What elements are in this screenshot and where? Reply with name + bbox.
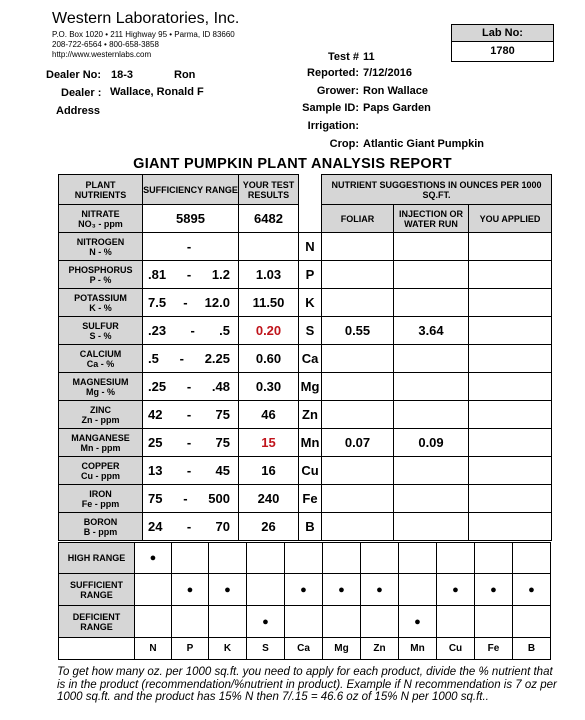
- range-column-label: S: [247, 638, 285, 660]
- nutrient-unit: Zn - ppm: [81, 414, 120, 425]
- range-dot: ●: [490, 583, 497, 596]
- nutrient-symbol: Ca: [299, 345, 322, 373]
- range-dot: ●: [528, 583, 535, 596]
- range-dash: -: [186, 239, 192, 254]
- nutrient-symbol: Mn: [299, 429, 322, 457]
- range-high: 75: [215, 407, 230, 422]
- range-high: .5: [219, 323, 230, 338]
- range-high: 2.25: [204, 351, 230, 366]
- test-result: 11.50: [239, 289, 299, 317]
- applied-value: [469, 289, 552, 317]
- test-result: 0.20: [239, 317, 299, 345]
- sample-label: Sample ID:: [302, 102, 359, 114]
- lab-number-value: 1780: [490, 45, 515, 57]
- sufficiency-range: [143, 491, 238, 506]
- nutrient-name-cell: [59, 457, 143, 485]
- irrigation-label: Irrigation:: [307, 120, 359, 132]
- nutrient-symbol: P: [299, 261, 322, 289]
- range-low: 24: [148, 519, 163, 534]
- dealer-name: Wallace, Ronald F: [110, 86, 204, 98]
- nutrient-name-cell: [59, 513, 143, 541]
- range-dot: ●: [376, 583, 383, 596]
- injection-value: [394, 513, 469, 541]
- nutrient-row: [59, 513, 552, 541]
- nitrate-result: 6482: [239, 205, 299, 233]
- range-mark-cell: [172, 606, 209, 638]
- nutrient-name-cell: [59, 429, 143, 457]
- nutrient-name: ZINC: [90, 404, 111, 415]
- nutrient-unit: Fe - ppm: [81, 498, 120, 509]
- nutrient-name-cell: [59, 373, 143, 401]
- range-mark-cell: [399, 543, 437, 574]
- lab-phone: 208-722-6564 • 800-658-3858: [52, 40, 159, 49]
- range-mark-cell: [475, 543, 513, 574]
- nutrient-name-cell: [59, 317, 143, 345]
- sufficiency-range-cell: [143, 373, 239, 401]
- injection-value: [394, 485, 469, 513]
- range-dot: ●: [414, 615, 421, 628]
- injection-value: 3.64: [394, 317, 469, 345]
- range-label: SUFFICIENT RANGE: [59, 574, 135, 606]
- range-column-label: Fe: [475, 638, 513, 660]
- range-low: 42: [148, 407, 163, 422]
- range-footer-row: [59, 638, 551, 660]
- range-dot: ●: [452, 583, 459, 596]
- range-high: .48: [211, 379, 230, 394]
- lab-number-label: Lab No:: [452, 25, 553, 42]
- nutrient-name: CALCIUM: [79, 348, 122, 359]
- foliar-value: [322, 401, 394, 429]
- injection-value: [394, 261, 469, 289]
- reported-date: 7/12/2016: [363, 67, 412, 79]
- nutrient-name: NITRATE: [81, 208, 120, 219]
- sufficiency-range-cell: [143, 401, 239, 429]
- range-mark-cell: [323, 543, 361, 574]
- injection-value: [394, 457, 469, 485]
- range-mark-cell: [247, 543, 285, 574]
- range-mark-cell: [209, 543, 247, 574]
- range-mark-cell: [323, 574, 361, 606]
- applied-value: [469, 485, 552, 513]
- dealer-no: 18-3: [111, 69, 134, 81]
- nutrient-name-cell: [59, 261, 143, 289]
- range-high: 75: [215, 435, 230, 450]
- nutrient-unit: K - %: [89, 302, 112, 313]
- footer-note: To get how many oz. per 1000 sq.ft. you need to apply for each product, divide the % nutrient that is in the product (recommendation/%nutrient in product). Example if N recommendation is 7 oz per 1000 sq.ft. and the product has 15% N then 7/.15 = 46.6 oz of 15% N per 1000 sq.ft..: [57, 666, 557, 703]
- sufficiency-range: [143, 435, 238, 450]
- range-low: .25: [148, 379, 167, 394]
- range-column-label: Mn: [399, 638, 437, 660]
- nutrient-symbol: Cu: [299, 457, 322, 485]
- range-column-label: N: [135, 638, 172, 660]
- test-result: 240: [239, 485, 299, 513]
- range-mark-cell: [247, 606, 285, 638]
- range-dash: -: [186, 407, 192, 422]
- range-mark-cell: [437, 606, 475, 638]
- nutrient-name: POTASSIUM: [74, 292, 127, 303]
- header-nutrient-suggestions: NUTRIENT SUGGESTIONS IN OUNCES PER 1000 SQ.FT.: [322, 175, 552, 205]
- nutrient-symbol: K: [299, 289, 322, 317]
- foliar-value: [322, 513, 394, 541]
- sufficiency-range: [143, 519, 238, 534]
- range-column-label: Zn: [361, 638, 399, 660]
- sufficiency-range: [143, 239, 238, 254]
- range-mark-cell: [247, 574, 285, 606]
- injection-value: [394, 373, 469, 401]
- nutrient-name: COPPER: [81, 460, 120, 471]
- range-low: 13: [148, 463, 163, 478]
- range-low: 7.5: [148, 295, 167, 310]
- nutrient-symbol: Mg: [299, 373, 322, 401]
- nutrient-row: [59, 345, 552, 373]
- foliar-value: [322, 457, 394, 485]
- sufficiency-range: [143, 267, 238, 282]
- injection-value: [394, 345, 469, 373]
- applied-value: [469, 457, 552, 485]
- foliar-value: [322, 233, 394, 261]
- foliar-value: 0.55: [322, 317, 394, 345]
- nutrient-row: [59, 485, 552, 513]
- nutrient-name-cell: [59, 289, 143, 317]
- range-dash: -: [186, 435, 192, 450]
- nutrient-unit: Mg - %: [86, 386, 115, 397]
- range-mark-cell: [361, 606, 399, 638]
- range-column-label: Cu: [437, 638, 475, 660]
- nutrient-name: MANGANESE: [71, 432, 130, 443]
- range-dash: -: [186, 519, 192, 534]
- range-mark-cell: [399, 574, 437, 606]
- nutrient-row: [59, 317, 552, 345]
- lab-website: http://www.westernlabs.com: [52, 50, 152, 59]
- nutrient-name-cell: [59, 485, 143, 513]
- lab-name: Western Laboratories, Inc.: [52, 10, 240, 27]
- sufficiency-range-cell: [143, 261, 239, 289]
- nitrate-range: 5895: [143, 205, 239, 233]
- crop-label: Crop:: [329, 138, 359, 150]
- applied-value: [469, 373, 552, 401]
- sufficiency-range: [143, 463, 238, 478]
- range-dot: ●: [186, 583, 194, 596]
- foliar-value: 0.07: [322, 429, 394, 457]
- range-mark-cell: [172, 543, 209, 574]
- header-plant-nutrients: PLANT NUTRIENTS: [59, 175, 143, 205]
- range-dot: ●: [149, 552, 157, 564]
- nutrient-symbol: N: [299, 233, 322, 261]
- foliar-value: [322, 373, 394, 401]
- test-result: 15: [239, 429, 299, 457]
- range-low: 25: [148, 435, 163, 450]
- sufficiency-range-cell: [143, 457, 239, 485]
- lab-number-box: [451, 24, 554, 62]
- range-label: HIGH RANGE: [59, 543, 135, 574]
- test-result: 1.03: [239, 261, 299, 289]
- nutrient-name: BORON: [83, 516, 118, 527]
- nutrient-row: [59, 233, 552, 261]
- address-label: Address: [56, 105, 101, 117]
- lab-address: P.O. Box 1020 • 211 Highway 95 • Parma, ID 83660: [52, 30, 235, 39]
- nutrient-symbol: S: [299, 317, 322, 345]
- nutrient-name-cell: [59, 233, 143, 261]
- sufficiency-range: [143, 407, 238, 422]
- range-high: 1.2: [211, 267, 230, 282]
- nutrient-name: MAGNESIUM: [72, 376, 129, 387]
- range-high: 500: [208, 491, 230, 506]
- range-mark-cell: [209, 606, 247, 638]
- symbol-gap: [299, 205, 322, 233]
- range-mark-cell: [285, 606, 323, 638]
- range-mark-cell: [475, 606, 513, 638]
- injection-value: 0.09: [394, 429, 469, 457]
- nutrient-symbol: Zn: [299, 401, 322, 429]
- nutrient-unit: P - %: [89, 274, 112, 285]
- range-dot: ●: [224, 583, 231, 596]
- range-mark-cell: [209, 574, 247, 606]
- nutrient-row: [59, 261, 552, 289]
- test-label: Test #: [328, 51, 359, 63]
- range-high: 45: [215, 463, 230, 478]
- nutrient-symbol: B: [299, 513, 322, 541]
- sufficiency-range: [143, 323, 238, 338]
- range-low: 75: [148, 491, 163, 506]
- range-dash: -: [186, 379, 192, 394]
- grower-name: Ron Wallace: [363, 85, 428, 97]
- nutrient-unit: NO₃ - ppm: [78, 218, 123, 229]
- report-title: GIANT PUMPKIN PLANT ANALYSIS REPORT: [133, 156, 452, 172]
- range-mark-cell: [399, 606, 437, 638]
- sufficiency-range: [143, 295, 238, 310]
- range-low: .23: [148, 323, 167, 338]
- injection-value: [394, 289, 469, 317]
- header-injection: INJECTION OR WATER RUN: [394, 205, 469, 233]
- range-row: [59, 543, 551, 574]
- test-result: 0.60: [239, 345, 299, 373]
- dealer-first-name: Ron: [174, 69, 196, 81]
- test-result: 16: [239, 457, 299, 485]
- analysis-table: [58, 174, 552, 541]
- foliar-value: [322, 289, 394, 317]
- sufficiency-range: [143, 351, 238, 366]
- range-high: 12.0: [204, 295, 230, 310]
- nutrient-name-cell: [59, 345, 143, 373]
- range-mark-cell: [172, 574, 209, 606]
- sample-id: Paps Garden: [363, 102, 431, 114]
- test-result: 0.30: [239, 373, 299, 401]
- range-column-label: B: [513, 638, 551, 660]
- applied-value: [469, 513, 552, 541]
- foliar-value: [322, 345, 394, 373]
- foliar-value: [322, 261, 394, 289]
- applied-value: [469, 345, 552, 373]
- sufficiency-range-cell: [143, 485, 239, 513]
- range-column-label: Ca: [285, 638, 323, 660]
- range-dash: -: [183, 295, 188, 310]
- test-result: 26: [239, 513, 299, 541]
- header-test-results: YOUR TEST RESULTS: [239, 175, 299, 205]
- range-mark-cell: [513, 543, 551, 574]
- nutrient-row: [59, 429, 552, 457]
- nutrient-name: SULFUR: [82, 320, 119, 331]
- nitrate-cell: [59, 205, 143, 233]
- range-low: .5: [148, 351, 159, 366]
- nutrient-row: [59, 457, 552, 485]
- range-dash: -: [179, 351, 184, 366]
- sufficiency-range-cell: [143, 289, 239, 317]
- range-column-label: P: [172, 638, 209, 660]
- reported-label: Reported:: [307, 67, 359, 79]
- sufficiency-range-cell: [143, 429, 239, 457]
- range-dash: -: [186, 463, 192, 478]
- sufficiency-range-cell: [143, 345, 239, 373]
- header-applied: YOU APPLIED: [469, 205, 552, 233]
- range-mark-cell: [323, 606, 361, 638]
- range-mark-cell: [135, 543, 172, 574]
- header-sufficiency-range: SUFFICIENCY RANGE: [143, 175, 239, 205]
- nutrient-unit: B - ppm: [83, 526, 118, 537]
- range-row: [59, 574, 551, 606]
- nutrient-name: IRON: [89, 488, 112, 499]
- sufficiency-range-cell: [143, 513, 239, 541]
- range-mark-cell: [437, 574, 475, 606]
- nutrient-name: NITROGEN: [76, 236, 125, 247]
- range-mark-cell: [513, 606, 551, 638]
- applied-value: [469, 429, 552, 457]
- sufficiency-range-cell: [143, 317, 239, 345]
- test-result: 46: [239, 401, 299, 429]
- range-mark-cell: [361, 574, 399, 606]
- injection-value: [394, 401, 469, 429]
- range-chart: [58, 542, 551, 660]
- foliar-value: [322, 485, 394, 513]
- range-dot: ●: [338, 583, 345, 596]
- crop-name: Atlantic Giant Pumpkin: [363, 138, 485, 150]
- range-footer-blank: [59, 638, 135, 660]
- dealer-no-label: Dealer No:: [46, 69, 102, 81]
- injection-value: [394, 233, 469, 261]
- nutrient-unit: N - %: [89, 246, 112, 257]
- range-mark-cell: [285, 574, 323, 606]
- applied-value: [469, 401, 552, 429]
- range-mark-cell: [285, 543, 323, 574]
- range-mark-cell: [475, 574, 513, 606]
- range-mark-cell: [437, 543, 475, 574]
- range-column-label: Mg: [323, 638, 361, 660]
- test-result: [239, 233, 299, 261]
- nutrient-unit: S - %: [89, 330, 112, 341]
- range-mark-cell: [135, 574, 172, 606]
- range-label: DEFICIENT RANGE: [59, 606, 135, 638]
- nutrient-unit: Cu - ppm: [81, 470, 120, 481]
- range-mark-cell: [361, 543, 399, 574]
- nutrient-name-cell: [59, 401, 143, 429]
- nutrient-row: [59, 373, 552, 401]
- range-column-label: K: [209, 638, 247, 660]
- nutrient-unit: Mn - ppm: [80, 442, 121, 453]
- nutrient-row: [59, 289, 552, 317]
- range-mark-cell: [135, 606, 172, 638]
- range-dot: ●: [300, 583, 307, 596]
- range-dot: ●: [262, 615, 269, 628]
- nutrient-unit: Ca - %: [86, 358, 115, 369]
- dealer-label: Dealer :: [61, 87, 102, 99]
- range-dash: -: [183, 491, 188, 506]
- range-high: 70: [215, 519, 230, 534]
- applied-value: [469, 233, 552, 261]
- header-foliar: FOLIAR: [322, 205, 394, 233]
- nutrient-row: [59, 401, 552, 429]
- grower-label: Grower:: [316, 85, 359, 97]
- sufficiency-range-cell: [143, 233, 239, 261]
- range-dash: -: [190, 323, 195, 338]
- applied-value: [469, 261, 552, 289]
- range-dash: -: [186, 267, 192, 282]
- nutrient-symbol: Fe: [299, 485, 322, 513]
- nutrient-name: PHOSPHORUS: [68, 264, 133, 275]
- header-gap: [299, 175, 322, 205]
- applied-value: [469, 317, 552, 345]
- range-row: [59, 606, 551, 638]
- range-low: .81: [148, 267, 167, 282]
- test-number: 11: [363, 51, 375, 63]
- sufficiency-range: [143, 379, 238, 394]
- range-mark-cell: [513, 574, 551, 606]
